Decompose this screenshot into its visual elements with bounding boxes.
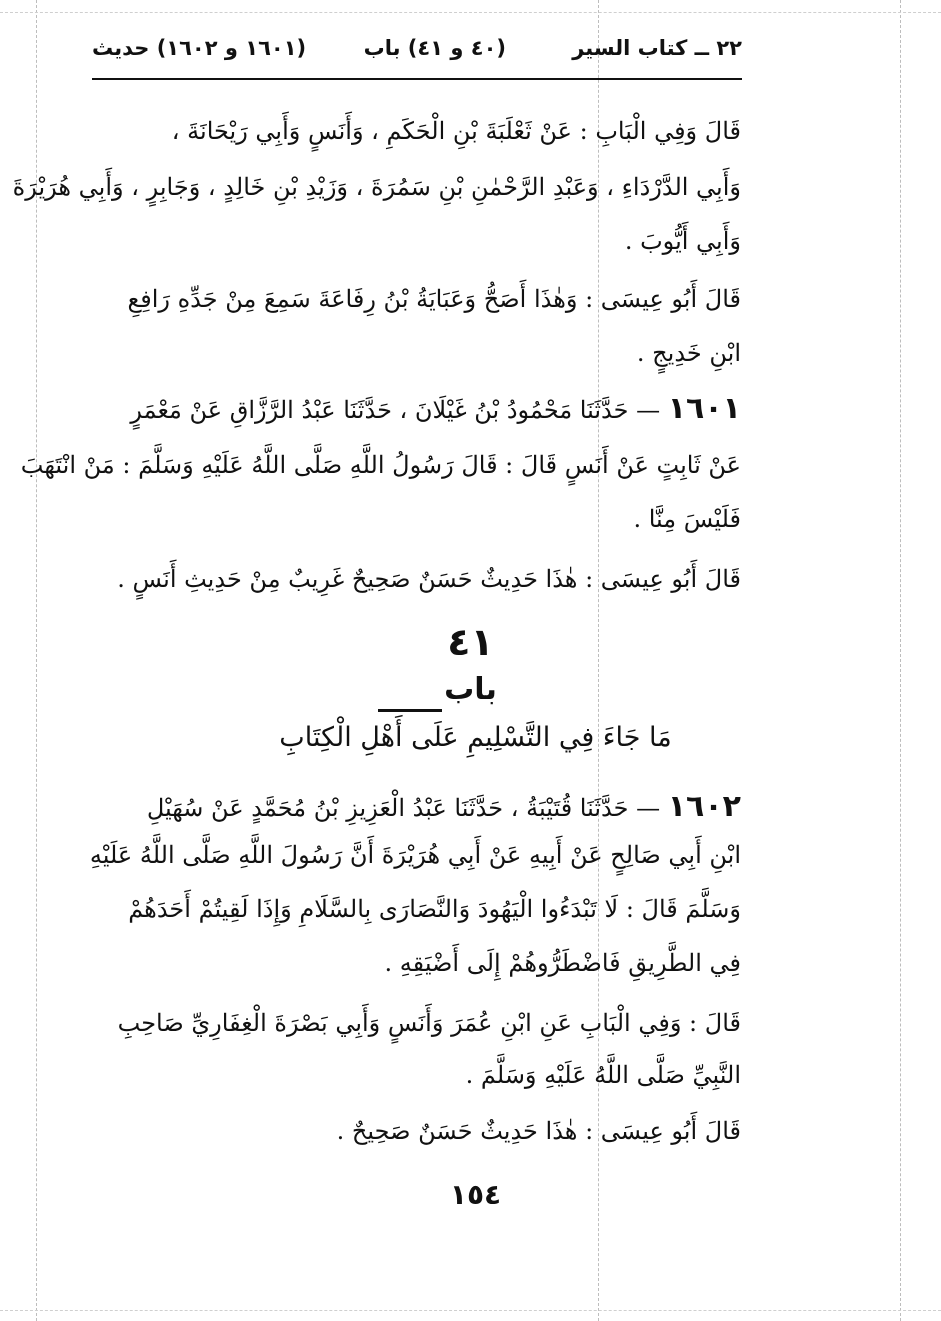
text-line: وَأَبِي الدَّرْدَاءِ ، وَعَبْدِ الرَّحْمٰنِ بْنِ سَمُرَةَ ، وَزَيْدِ بْنِ خَالِدٍ ، وَجَابِرٍ ، وَأَبِي هُرَيْرَةَ (12, 173, 741, 201)
hadith-1601-first-line (130, 392, 741, 427)
text-line: — حَدَّثَنَا مَحْمُودُ بْنُ غَيْلَانَ ، حَدَّثَنَا عَبْدُ الرَّزَّاقِ عَنْ مَعْمَرٍ (130, 396, 661, 424)
text-line: قَالَ أَبُو عِيسَى : وَهٰذَا أَصَحُّ وَعَبَايَةُ بْنُ رِفَاعَةَ سَمِعَ مِنْ جَدِّهِ رَافِعِ (127, 285, 741, 313)
scan-border-top (0, 12, 941, 13)
chapter-label-underline (378, 709, 442, 712)
chapter-number: ٤١ (447, 620, 494, 664)
text-line: ابْنِ أَبِي صَالِحٍ عَنْ أَبِيهِ عَنْ أَبِي هُرَيْرَةَ أَنَّ رَسُولَ اللَّهِ صَلَّى اللَّهُ عَلَيْهِ (89, 841, 741, 869)
text-line: قَالَ أَبُو عِيسَى : هٰذَا حَدِيثٌ حَسَنٌ صَحِيحٌ . (336, 1117, 741, 1145)
text-line: قَالَ أَبُو عِيسَى : هٰذَا حَدِيثٌ حَسَنٌ صَحِيحٌ غَرِيبٌ مِنْ حَدِيثِ أَنَسٍ . (117, 565, 741, 593)
text-line: قَالَ : وَفِي الْبَابِ عَنِ ابْنِ عُمَرَ وَأَنَسٍ وَأَبِي بَصْرَةَ الْغِفَارِيِّ صَاحِبِ (117, 1009, 741, 1037)
text-line: وَسَلَّمَ قَالَ : لَا تَبْدَءُوا الْيَهُودَ وَالنَّصَارَى بِالسَّلَامِ وَإِذَا لَقِيتُمْ أَحَدَهُمْ (128, 895, 741, 923)
header-book-title: ٢٢ ــ كتاب السير (572, 36, 742, 60)
page-number: ١٥٤ (449, 1178, 502, 1211)
text-line: وَأَبِي أَيُّوبَ . (624, 227, 741, 255)
header-chapters: (٤٠ و ٤١) باب (363, 36, 506, 60)
running-header (92, 30, 742, 70)
text-line: عَنْ ثَابِتٍ عَنْ أَنَسٍ قَالَ : قَالَ رَسُولُ اللَّهِ صَلَّى اللَّهُ عَلَيْهِ وَسَلَّمَ : مَنْ انْتَهَبَ (20, 451, 741, 479)
text-line: فِي الطَّرِيقِ فَاضْطَرُّوهُمْ إِلَى أَضْيَقِهِ . (384, 949, 741, 977)
text-line: — حَدَّثَنَا قُتَيْبَةُ ، حَدَّثَنَا عَبْدُ الْعَزِيزِ بْنُ مُحَمَّدٍ عَنْ سُهَيْلِ (146, 794, 661, 822)
chapter-label: باب (444, 672, 497, 707)
hadith-number-1601: ١٦٠١ (667, 391, 741, 426)
text-line: فَلَيْسَ مِنَّا . (633, 505, 741, 533)
hadith-number-1602: ١٦٠٢ (667, 789, 741, 824)
chapter-title: مَا جَاءَ فِي التَّسْلِيمِ عَلَى أَهْلِ الْكِتَابِ (279, 722, 672, 753)
text-line: النَّبِيِّ صَلَّى اللَّهُ عَلَيْهِ وَسَلَّمَ . (465, 1061, 741, 1089)
header-hadith-range: (١٦٠١ و ١٦٠٢) حديث (92, 36, 307, 60)
header-rule (92, 78, 742, 80)
text-line: قَالَ وَفِي الْبَابِ : عَنْ ثَعْلَبَةَ بْنِ الْحَكَمِ ، وَأَنَسٍ وَأَبِي رَيْحَانَةَ ، (171, 117, 741, 145)
scan-border-bottom (0, 1310, 941, 1311)
hadith-1602-first-line (147, 790, 741, 825)
text-line: ابْنِ خَدِيجٍ . (636, 339, 741, 367)
